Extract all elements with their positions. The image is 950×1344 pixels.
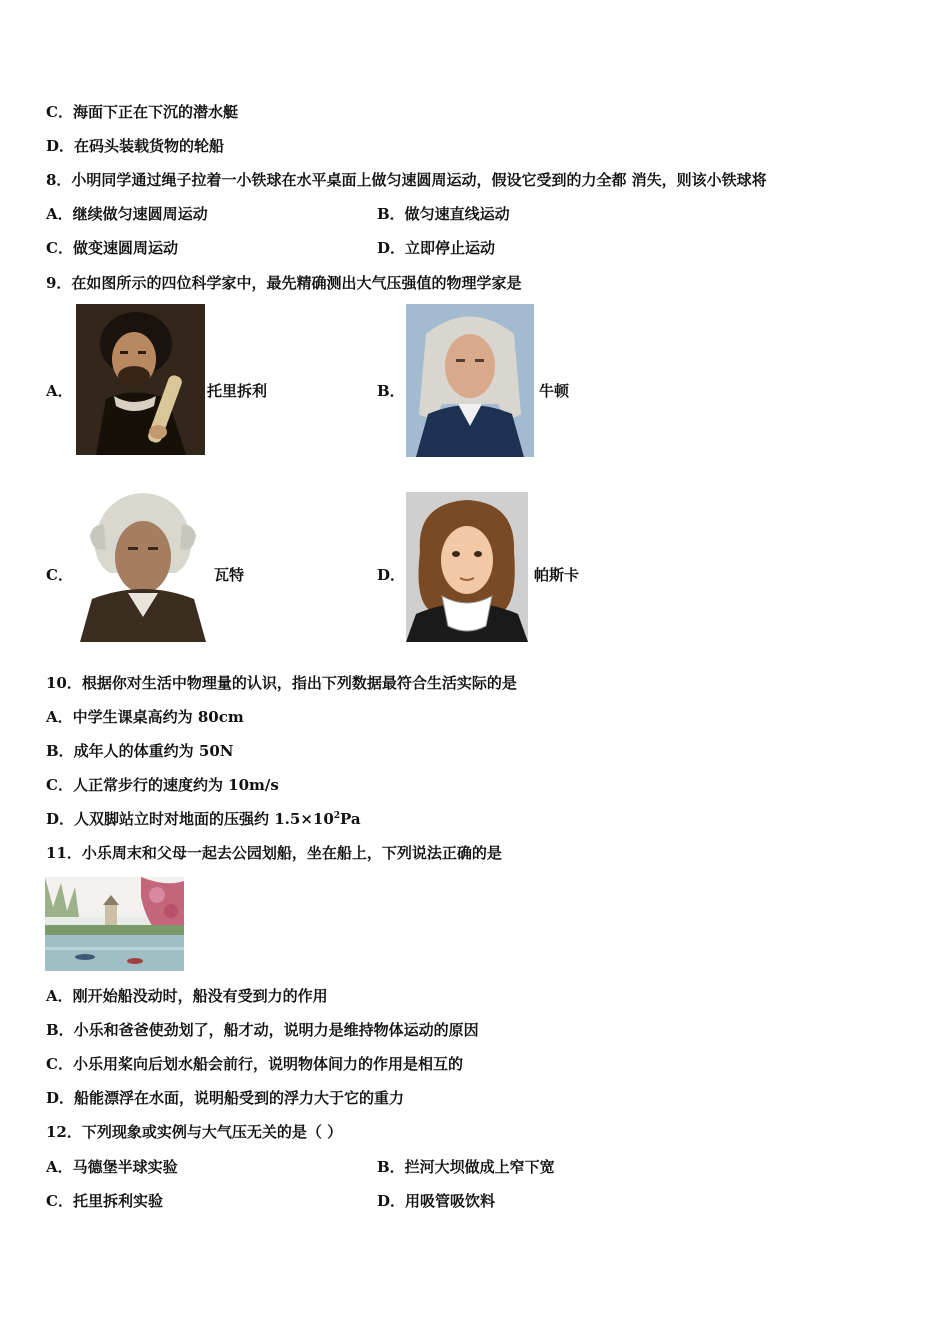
q8-option-c: C．做变速圆周运动 bbox=[46, 239, 178, 257]
q10-option-a: A．中学生课桌高约为 80cm bbox=[46, 708, 244, 726]
q12-option-a: A．马德堡半球实验 bbox=[46, 1158, 178, 1176]
q11-option-c: C．小乐用桨向后划水船会前行，说明物体间力的作用是相互的 bbox=[46, 1055, 463, 1073]
q12-option-c: C．托里拆利实验 bbox=[46, 1192, 163, 1210]
q10-option-d-suffix: Pa bbox=[340, 810, 361, 828]
q10-option-b: B．成年人的体重约为 50N bbox=[46, 742, 234, 760]
q10-option-c: C．人正常步行的速度约为 10m/s bbox=[46, 776, 279, 794]
q12-option-d: D．用吸管吸饮料 bbox=[377, 1192, 496, 1210]
q9-option-d-name: 帕斯卡 bbox=[534, 566, 580, 584]
q10-option-d-prefix: D．人双脚站立时对地面的压强约 1.5×10 bbox=[46, 810, 334, 828]
q12-stem: 12．下列现象或实例与大气压无关的是（ ） bbox=[46, 1123, 343, 1141]
q8-stem: 8．小明同学通过绳子拉着一小铁球在水平桌面上做匀速圆周运动，假设它受到的力全都 消失，则该小铁球将 bbox=[46, 171, 767, 189]
q11-option-d: D．船能漂浮在水面，说明船受到的浮力大于它的重力 bbox=[46, 1089, 405, 1107]
torricelli-portrait bbox=[76, 304, 205, 455]
q9-option-c-name: 瓦特 bbox=[214, 566, 245, 584]
q9-option-b-name: 牛顿 bbox=[539, 382, 570, 400]
q9-stem: 9．在如图所示的四位科学家中，最先精确测出大气压强值的物理学家是 bbox=[46, 274, 522, 292]
q7-option-d: D．在码头装载货物的轮船 bbox=[46, 137, 225, 155]
q8-option-a: A．继续做匀速圆周运动 bbox=[46, 205, 208, 223]
q12-option-b: B．拦河大坝做成上窄下宽 bbox=[377, 1158, 555, 1176]
q9-option-b-letter: B． bbox=[377, 382, 405, 400]
q7-option-c: C．海面下正在下沉的潜水艇 bbox=[46, 103, 238, 121]
q10-stem: 10．根据你对生活中物理量的认识，指出下列数据最符合生活实际的是 bbox=[46, 674, 517, 692]
park-boating-photo bbox=[45, 877, 184, 971]
newton-portrait bbox=[406, 304, 534, 457]
q11-option-a: A．刚开始船没动时，船没有受到力的作用 bbox=[46, 987, 328, 1005]
q11-option-b: B．小乐和爸爸使劲划了，船才动，说明力是维持物体运动的原因 bbox=[46, 1021, 479, 1039]
q9-option-a-letter: A． bbox=[46, 382, 73, 400]
pascal-portrait bbox=[406, 492, 528, 642]
q10-option-d-exponent: 2 bbox=[333, 811, 341, 821]
q8-option-b: B．做匀速直线运动 bbox=[377, 205, 510, 223]
q9-option-c-letter: C． bbox=[46, 566, 73, 584]
q8-option-d: D．立即停止运动 bbox=[377, 239, 496, 257]
q10-option-d bbox=[46, 809, 361, 829]
q9-option-a-name: 托里拆利 bbox=[207, 382, 268, 400]
watt-portrait bbox=[76, 487, 210, 642]
q9-option-d-letter: D． bbox=[377, 566, 406, 584]
q11-stem: 11．小乐周末和父母一起去公园划船，坐在船上，下列说法正确的是 bbox=[46, 844, 502, 862]
